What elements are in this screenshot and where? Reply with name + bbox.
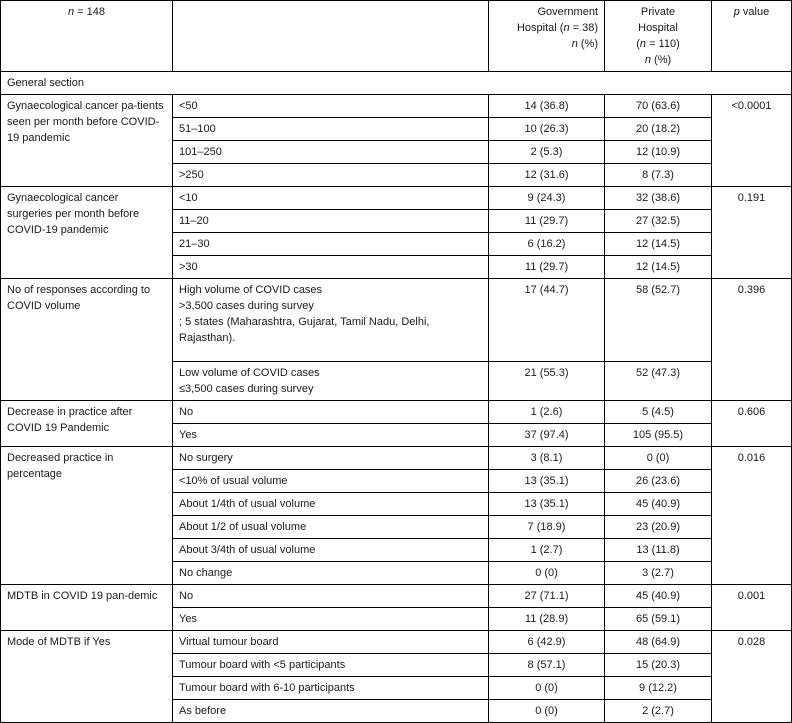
category-cell: Tumour board with 6-10 participants <box>173 677 489 700</box>
government-cell: 12 (31.6) <box>489 164 605 187</box>
private-cell: 12 (10.9) <box>605 141 712 164</box>
government-cell: 13 (35.1) <box>489 493 605 516</box>
header-row <box>1 1 792 72</box>
government-cell: 11 (28.9) <box>489 608 605 631</box>
private-cell: 12 (14.5) <box>605 256 712 279</box>
p-value-cell: 0.606 <box>712 401 792 447</box>
private-cell: 70 (63.6) <box>605 95 712 118</box>
government-cell: 21 (55.3) <box>489 362 605 401</box>
category-cell: About 3/4th of usual volume <box>173 539 489 562</box>
government-cell: 1 (2.6) <box>489 401 605 424</box>
private-cell: 32 (38.6) <box>605 187 712 210</box>
section-row <box>1 72 792 95</box>
category-cell: <10 <box>173 187 489 210</box>
table-row <box>1 95 792 118</box>
government-cell: 0 (0) <box>489 700 605 723</box>
private-cell: 8 (7.3) <box>605 164 712 187</box>
government-cell: 11 (29.7) <box>489 210 605 233</box>
government-cell: 0 (0) <box>489 562 605 585</box>
category-cell: No surgery <box>173 447 489 470</box>
category-cell: <10% of usual volume <box>173 470 489 493</box>
private-cell: 52 (47.3) <box>605 362 712 401</box>
group-label: No of responses according to COVID volume <box>1 279 173 401</box>
category-cell: 51–100 <box>173 118 489 141</box>
government-cell: 3 (8.1) <box>489 447 605 470</box>
header-private: Private Hospital (n = 110) n (%) <box>605 1 712 72</box>
category-cell: Yes <box>173 424 489 447</box>
private-cell: 5 (4.5) <box>605 401 712 424</box>
group-label: Decrease in practice after COVID 19 Pandemic <box>1 401 173 447</box>
government-cell: 10 (26.3) <box>489 118 605 141</box>
private-cell: 65 (59.1) <box>605 608 712 631</box>
private-cell: 9 (12.2) <box>605 677 712 700</box>
table-row <box>1 401 792 424</box>
government-cell: 9 (24.3) <box>489 187 605 210</box>
private-cell: 105 (95.5) <box>605 424 712 447</box>
government-cell: 37 (97.4) <box>489 424 605 447</box>
category-cell: High volume of COVID cases >3,500 cases during survey ; 5 states (Maharashtra, Gujarat, Tamil Nadu, Delhi, Rajasthan). <box>173 279 489 362</box>
government-cell: 6 (42.9) <box>489 631 605 654</box>
section-title: General section <box>1 72 792 95</box>
category-cell: 21–30 <box>173 233 489 256</box>
table-row <box>1 447 792 470</box>
private-cell: 2 (2.7) <box>605 700 712 723</box>
private-cell: 0 (0) <box>605 447 712 470</box>
p-value-cell: 0.028 <box>712 631 792 723</box>
government-cell: 1 (2.7) <box>489 539 605 562</box>
category-cell: No <box>173 585 489 608</box>
category-cell: No <box>173 401 489 424</box>
table-row <box>1 631 792 654</box>
p-value-cell: 0.396 <box>712 279 792 401</box>
category-cell: 101–250 <box>173 141 489 164</box>
private-cell: 12 (14.5) <box>605 233 712 256</box>
header-category <box>173 1 489 72</box>
table-row <box>1 585 792 608</box>
government-cell: 6 (16.2) <box>489 233 605 256</box>
category-cell: >30 <box>173 256 489 279</box>
header-government: Government Hospital (n = 38) n (%) <box>489 1 605 72</box>
private-cell: 20 (18.2) <box>605 118 712 141</box>
group-label: Mode of MDTB if Yes <box>1 631 173 723</box>
private-cell: 3 (2.7) <box>605 562 712 585</box>
government-cell: 13 (35.1) <box>489 470 605 493</box>
p-value-cell: 0.016 <box>712 447 792 585</box>
government-cell: 14 (36.8) <box>489 95 605 118</box>
header-p-value: p value <box>712 1 792 72</box>
category-cell: >250 <box>173 164 489 187</box>
category-cell: About 1/2 of usual volume <box>173 516 489 539</box>
private-cell: 48 (64.9) <box>605 631 712 654</box>
group-label: MDTB in COVID 19 pan-demic <box>1 585 173 631</box>
category-cell: Tumour board with <5 participants <box>173 654 489 677</box>
table-row <box>1 279 792 362</box>
group-label: Gynaecological cancer pa-tients seen per month before COVID-19 pandemic <box>1 95 173 187</box>
p-value-cell: <0.0001 <box>712 95 792 187</box>
government-cell: 27 (71.1) <box>489 585 605 608</box>
category-cell: As before <box>173 700 489 723</box>
category-cell: About 1/4th of usual volume <box>173 493 489 516</box>
private-cell: 45 (40.9) <box>605 585 712 608</box>
government-cell: 17 (44.7) <box>489 279 605 362</box>
category-cell: Yes <box>173 608 489 631</box>
government-cell: 11 (29.7) <box>489 256 605 279</box>
government-cell: 8 (57.1) <box>489 654 605 677</box>
group-label: Gynaecological cancer surgeries per month before COVID-19 pandemic <box>1 187 173 279</box>
category-cell: 11–20 <box>173 210 489 233</box>
private-cell: 13 (11.8) <box>605 539 712 562</box>
government-cell: 0 (0) <box>489 677 605 700</box>
category-cell: Low volume of COVID cases ≤3,500 cases during survey <box>173 362 489 401</box>
group-label: Decreased practice in percentage <box>1 447 173 585</box>
government-cell: 7 (18.9) <box>489 516 605 539</box>
government-cell: 2 (5.3) <box>489 141 605 164</box>
private-cell: 27 (32.5) <box>605 210 712 233</box>
private-cell: 15 (20.3) <box>605 654 712 677</box>
private-cell: 23 (20.9) <box>605 516 712 539</box>
category-cell: <50 <box>173 95 489 118</box>
table-row <box>1 187 792 210</box>
private-cell: 26 (23.6) <box>605 470 712 493</box>
private-cell: 45 (40.9) <box>605 493 712 516</box>
p-value-cell: 0.191 <box>712 187 792 279</box>
category-cell: No change <box>173 562 489 585</box>
header-total-n: n = 148 <box>1 1 173 72</box>
category-cell: Virtual tumour board <box>173 631 489 654</box>
p-value-cell: 0.001 <box>712 585 792 631</box>
private-cell: 58 (52.7) <box>605 279 712 362</box>
